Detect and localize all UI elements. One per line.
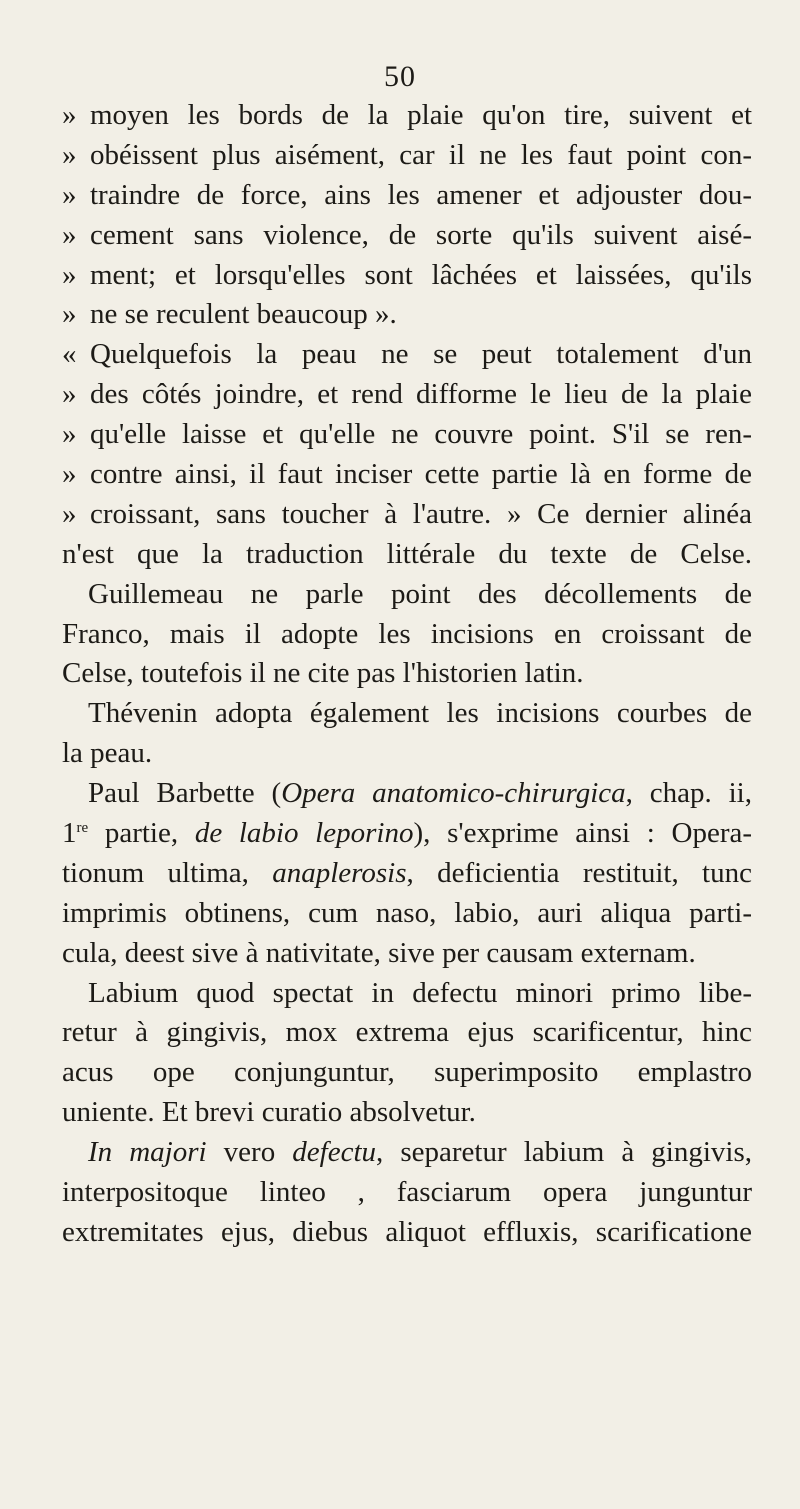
quote-mark: » — [62, 378, 77, 411]
text-line: n'est que la traduction littérale du texte de Celse. — [62, 537, 752, 570]
text-line: » moyen les bords de la plaie qu'on tire, suivent et — [62, 96, 752, 136]
quote-mark: » — [62, 218, 77, 251]
latin-term: anaplerosis — [272, 856, 407, 889]
quote-mark: » — [62, 458, 77, 491]
text-line: » cement sans violence, de sorte qu'ils suivent aisé- — [62, 216, 752, 256]
text-line: cula, deest sive à nativitate, sive per causam externam. — [62, 936, 696, 969]
quote-mark: » — [62, 178, 77, 211]
text-line: » qu'elle laisse et qu'elle ne couvre point. S'il se ren- — [62, 415, 752, 455]
quote-mark: » — [62, 99, 77, 131]
text-line: acus ope conjunguntur, superimposito emplastro — [62, 1056, 752, 1089]
text-line: » croissant, sans toucher à l'autre. » Ce dernier alinéa — [62, 495, 752, 535]
text-line: la peau. — [62, 737, 153, 770]
text-line: 1re partie, de labio leporino), s'exprime ainsi : Opera- — [62, 817, 752, 850]
text-line: uniente. Et brevi curatio absolvetur. — [62, 1096, 476, 1129]
book-title: Opera anatomico-chirurgica — [281, 777, 626, 810]
text-line: » ne se reculent beaucoup ». — [62, 295, 752, 335]
text-line: Paul Barbette (Opera anatomico-chirurgica, chap. ii, — [88, 777, 752, 810]
quote-mark: » — [62, 298, 77, 331]
quote-mark: « — [62, 338, 77, 371]
quote-mark: » — [62, 497, 77, 530]
text-line: » contre ainsi, il faut inciser cette partie là en forme de — [62, 455, 752, 495]
text-line: Thévenin adopta également les incisions courbes de — [88, 697, 752, 730]
chapter-title: de labio leporino — [194, 817, 414, 850]
page-body — [62, 96, 752, 1253]
text-line: » obéissent plus aisément, car il ne les faut point con- — [62, 136, 752, 176]
text-line: imprimis obtinens, cum naso, labio, auri aliqua parti- — [62, 896, 752, 929]
text-line: « Quelquefois la peau ne se peut totalement d'un — [62, 335, 752, 375]
quote-mark: » — [62, 258, 77, 291]
text-line: Guillemeau ne parle point des décollements de — [88, 577, 752, 610]
text-line: » ment; et lorsqu'elles sont lâchées et laissées, qu'ils — [62, 256, 752, 296]
text-line: interpositoque linteo , fasciarum opera junguntur — [62, 1176, 752, 1209]
text-line: retur à gingivis, mox extrema ejus scarificentur, hinc — [62, 1016, 752, 1049]
text-line: » traindre de force, ains les amener et adjouster dou- — [62, 176, 752, 216]
quote-mark: » — [62, 138, 77, 171]
text-line: » des côtés joindre, et rend difforme le lieu de la plaie — [62, 375, 752, 415]
text-line: tionum ultima, anaplerosis, deficientia restituit, tunc — [62, 856, 752, 889]
page-number: 50 — [384, 60, 416, 93]
text-line: Labium quod spectat in defectu minori primo libe- — [88, 976, 752, 1009]
text-line: extremitates ejus, diebus aliquot effluxis, scarificatione — [62, 1215, 752, 1248]
quote-mark: » — [62, 418, 77, 451]
text-line: Celse, toutefois il ne cite pas l'historien latin. — [62, 657, 584, 690]
text-line: In majori vero defectu, separetur labium à gingivis, — [88, 1136, 752, 1169]
text-line: Franco, mais il adopte les incisions en croissant de — [62, 617, 752, 650]
